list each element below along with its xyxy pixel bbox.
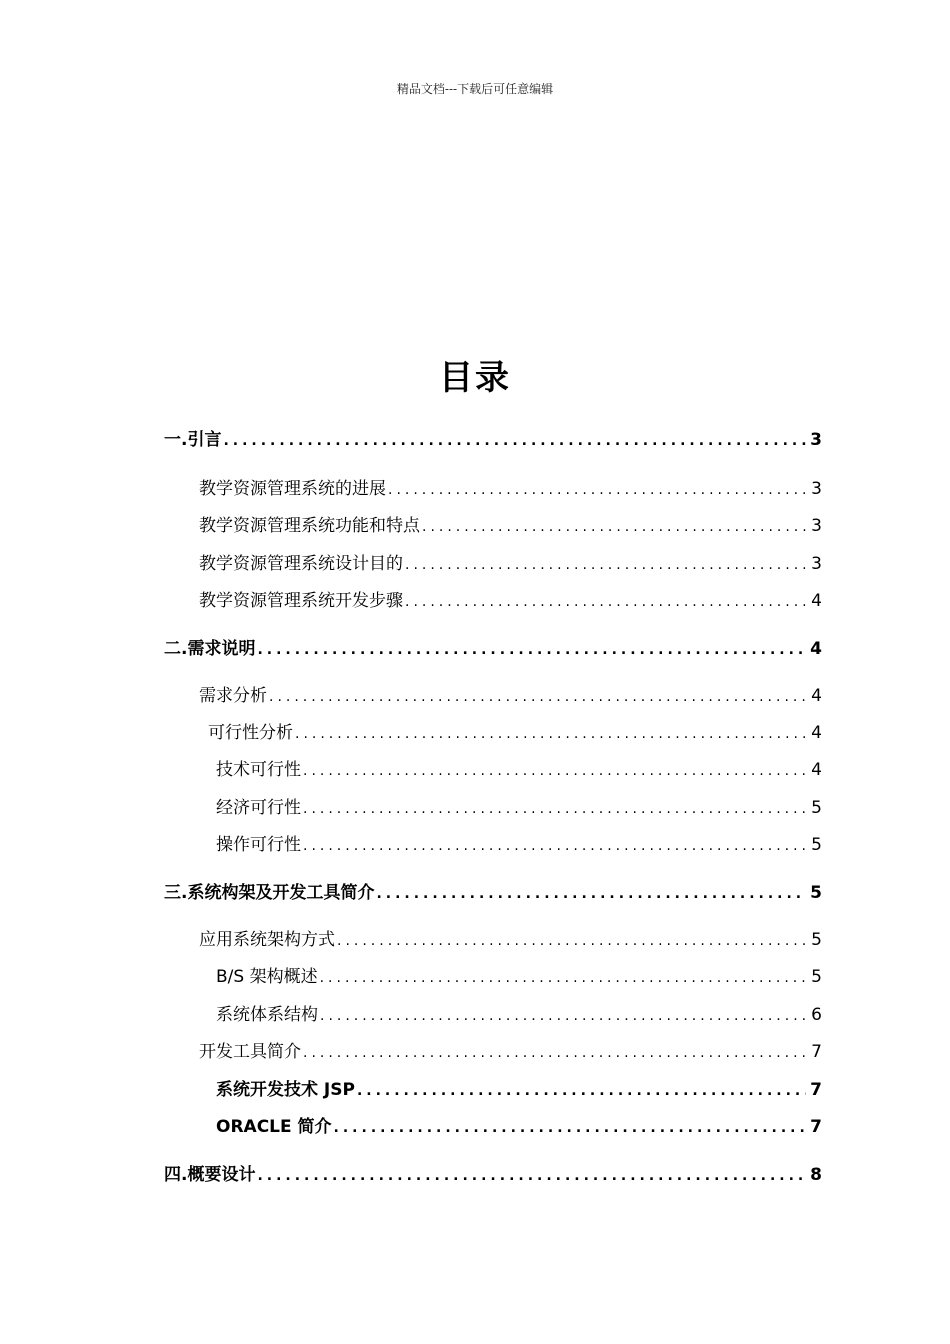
toc-section-entry[interactable] — [199, 928, 822, 952]
toc-page-number: 4 — [810, 639, 822, 659]
toc-dot-leader — [295, 722, 806, 746]
toc-entry-text: 引言 — [187, 430, 222, 450]
toc-entry-number: 二. — [164, 639, 188, 659]
toc-page-number: 5 — [811, 930, 822, 950]
toc-dot-leader — [376, 882, 806, 906]
toc-dot-leader — [257, 1164, 806, 1188]
toc-page-number: 7 — [810, 1117, 822, 1137]
toc-title: 目录 — [439, 358, 511, 398]
toc-section-entry[interactable] — [216, 1115, 822, 1139]
toc-dot-leader — [320, 1004, 806, 1028]
toc-entry-text: 教学资源管理系统开发步骤 — [199, 591, 403, 611]
toc-dot-leader — [334, 1116, 806, 1140]
toc-section-entry[interactable] — [199, 1040, 822, 1064]
toc-chapter-entry[interactable] — [164, 1163, 822, 1187]
toc-page-number: 3 — [811, 479, 822, 499]
toc-dot-leader — [269, 685, 806, 709]
toc-entry-text: 技术可行性 — [216, 760, 301, 780]
toc-dot-leader — [303, 759, 806, 783]
toc-section-entry[interactable] — [216, 833, 822, 857]
toc-entry-text: 概要设计 — [187, 1165, 256, 1185]
toc-section-entry[interactable] — [199, 684, 822, 708]
toc-page-number: 5 — [810, 883, 822, 903]
toc-section-entry[interactable] — [216, 796, 822, 820]
toc-dot-leader — [337, 929, 806, 953]
toc-entry-number: 一. — [164, 430, 188, 450]
toc-entry-text: 操作可行性 — [216, 835, 301, 855]
toc-section-entry[interactable] — [199, 552, 822, 576]
toc-entry-text: 需求说明 — [187, 639, 256, 659]
toc-section-entry[interactable] — [199, 477, 822, 501]
toc-page-number: 3 — [811, 554, 822, 574]
toc-page-number: 5 — [811, 967, 822, 987]
toc-page-number: 5 — [811, 835, 822, 855]
toc-dot-leader — [388, 478, 806, 502]
toc-entry-text: B/S 架构概述 — [216, 967, 318, 987]
toc-chapter-entry[interactable] — [164, 637, 822, 661]
toc-page-number: 3 — [810, 430, 822, 450]
toc-entry-text: 系统开发技术 JSP — [216, 1080, 355, 1100]
toc-section-entry[interactable] — [216, 1003, 822, 1027]
toc-entry-text: 开发工具简介 — [199, 1042, 301, 1062]
toc-entry-text: 系统体系结构 — [216, 1005, 318, 1025]
toc-page-number: 4 — [811, 591, 822, 611]
toc-section-entry[interactable] — [208, 721, 822, 745]
toc-dot-leader — [422, 515, 806, 539]
toc-entry-text: 经济可行性 — [216, 798, 301, 818]
toc-page-number: 4 — [811, 760, 822, 780]
toc-entry-text: 应用系统架构方式 — [199, 930, 335, 950]
toc-entry-number: 三. — [164, 883, 188, 903]
toc-dot-leader — [257, 638, 806, 662]
toc-section-entry[interactable] — [216, 965, 822, 989]
toc-page-number: 3 — [811, 516, 822, 536]
toc-page-number: 4 — [811, 686, 822, 706]
toc-dot-leader — [405, 590, 806, 614]
toc-entry-text: 教学资源管理系统的进展 — [199, 479, 386, 499]
toc-entry-text: ORACLE 简介 — [216, 1117, 332, 1137]
toc-dot-leader — [303, 1041, 806, 1065]
toc-dot-leader — [357, 1079, 806, 1103]
toc-section-entry[interactable] — [216, 1078, 822, 1102]
toc-dot-leader — [223, 429, 806, 453]
toc-entry-text: 教学资源管理系统设计目的 — [199, 554, 403, 574]
toc-entry-text: 系统构架及开发工具简介 — [187, 883, 375, 903]
toc-dot-leader — [303, 834, 806, 858]
toc-entry-text: 可行性分析 — [208, 723, 293, 743]
toc-page-number: 7 — [811, 1042, 822, 1062]
toc-section-entry[interactable] — [199, 514, 822, 538]
toc-dot-leader — [320, 966, 806, 990]
toc-page-number: 6 — [811, 1005, 822, 1025]
page-header: 精品文档---下载后可任意编辑 — [396, 82, 554, 96]
toc-entry-number: 四. — [164, 1165, 188, 1185]
toc-page-number: 7 — [810, 1080, 822, 1100]
toc-page-number: 8 — [810, 1165, 822, 1185]
toc-chapter-entry[interactable] — [164, 428, 822, 452]
toc-entry-text: 教学资源管理系统功能和特点 — [199, 516, 420, 536]
toc-section-entry[interactable] — [216, 758, 822, 782]
toc-dot-leader — [405, 553, 806, 577]
toc-page-number: 5 — [811, 798, 822, 818]
toc-entry-text: 需求分析 — [199, 686, 267, 706]
toc-chapter-entry[interactable] — [164, 881, 822, 905]
toc-dot-leader — [303, 797, 806, 821]
toc-page-number: 4 — [811, 723, 822, 743]
toc-section-entry[interactable] — [199, 589, 822, 613]
